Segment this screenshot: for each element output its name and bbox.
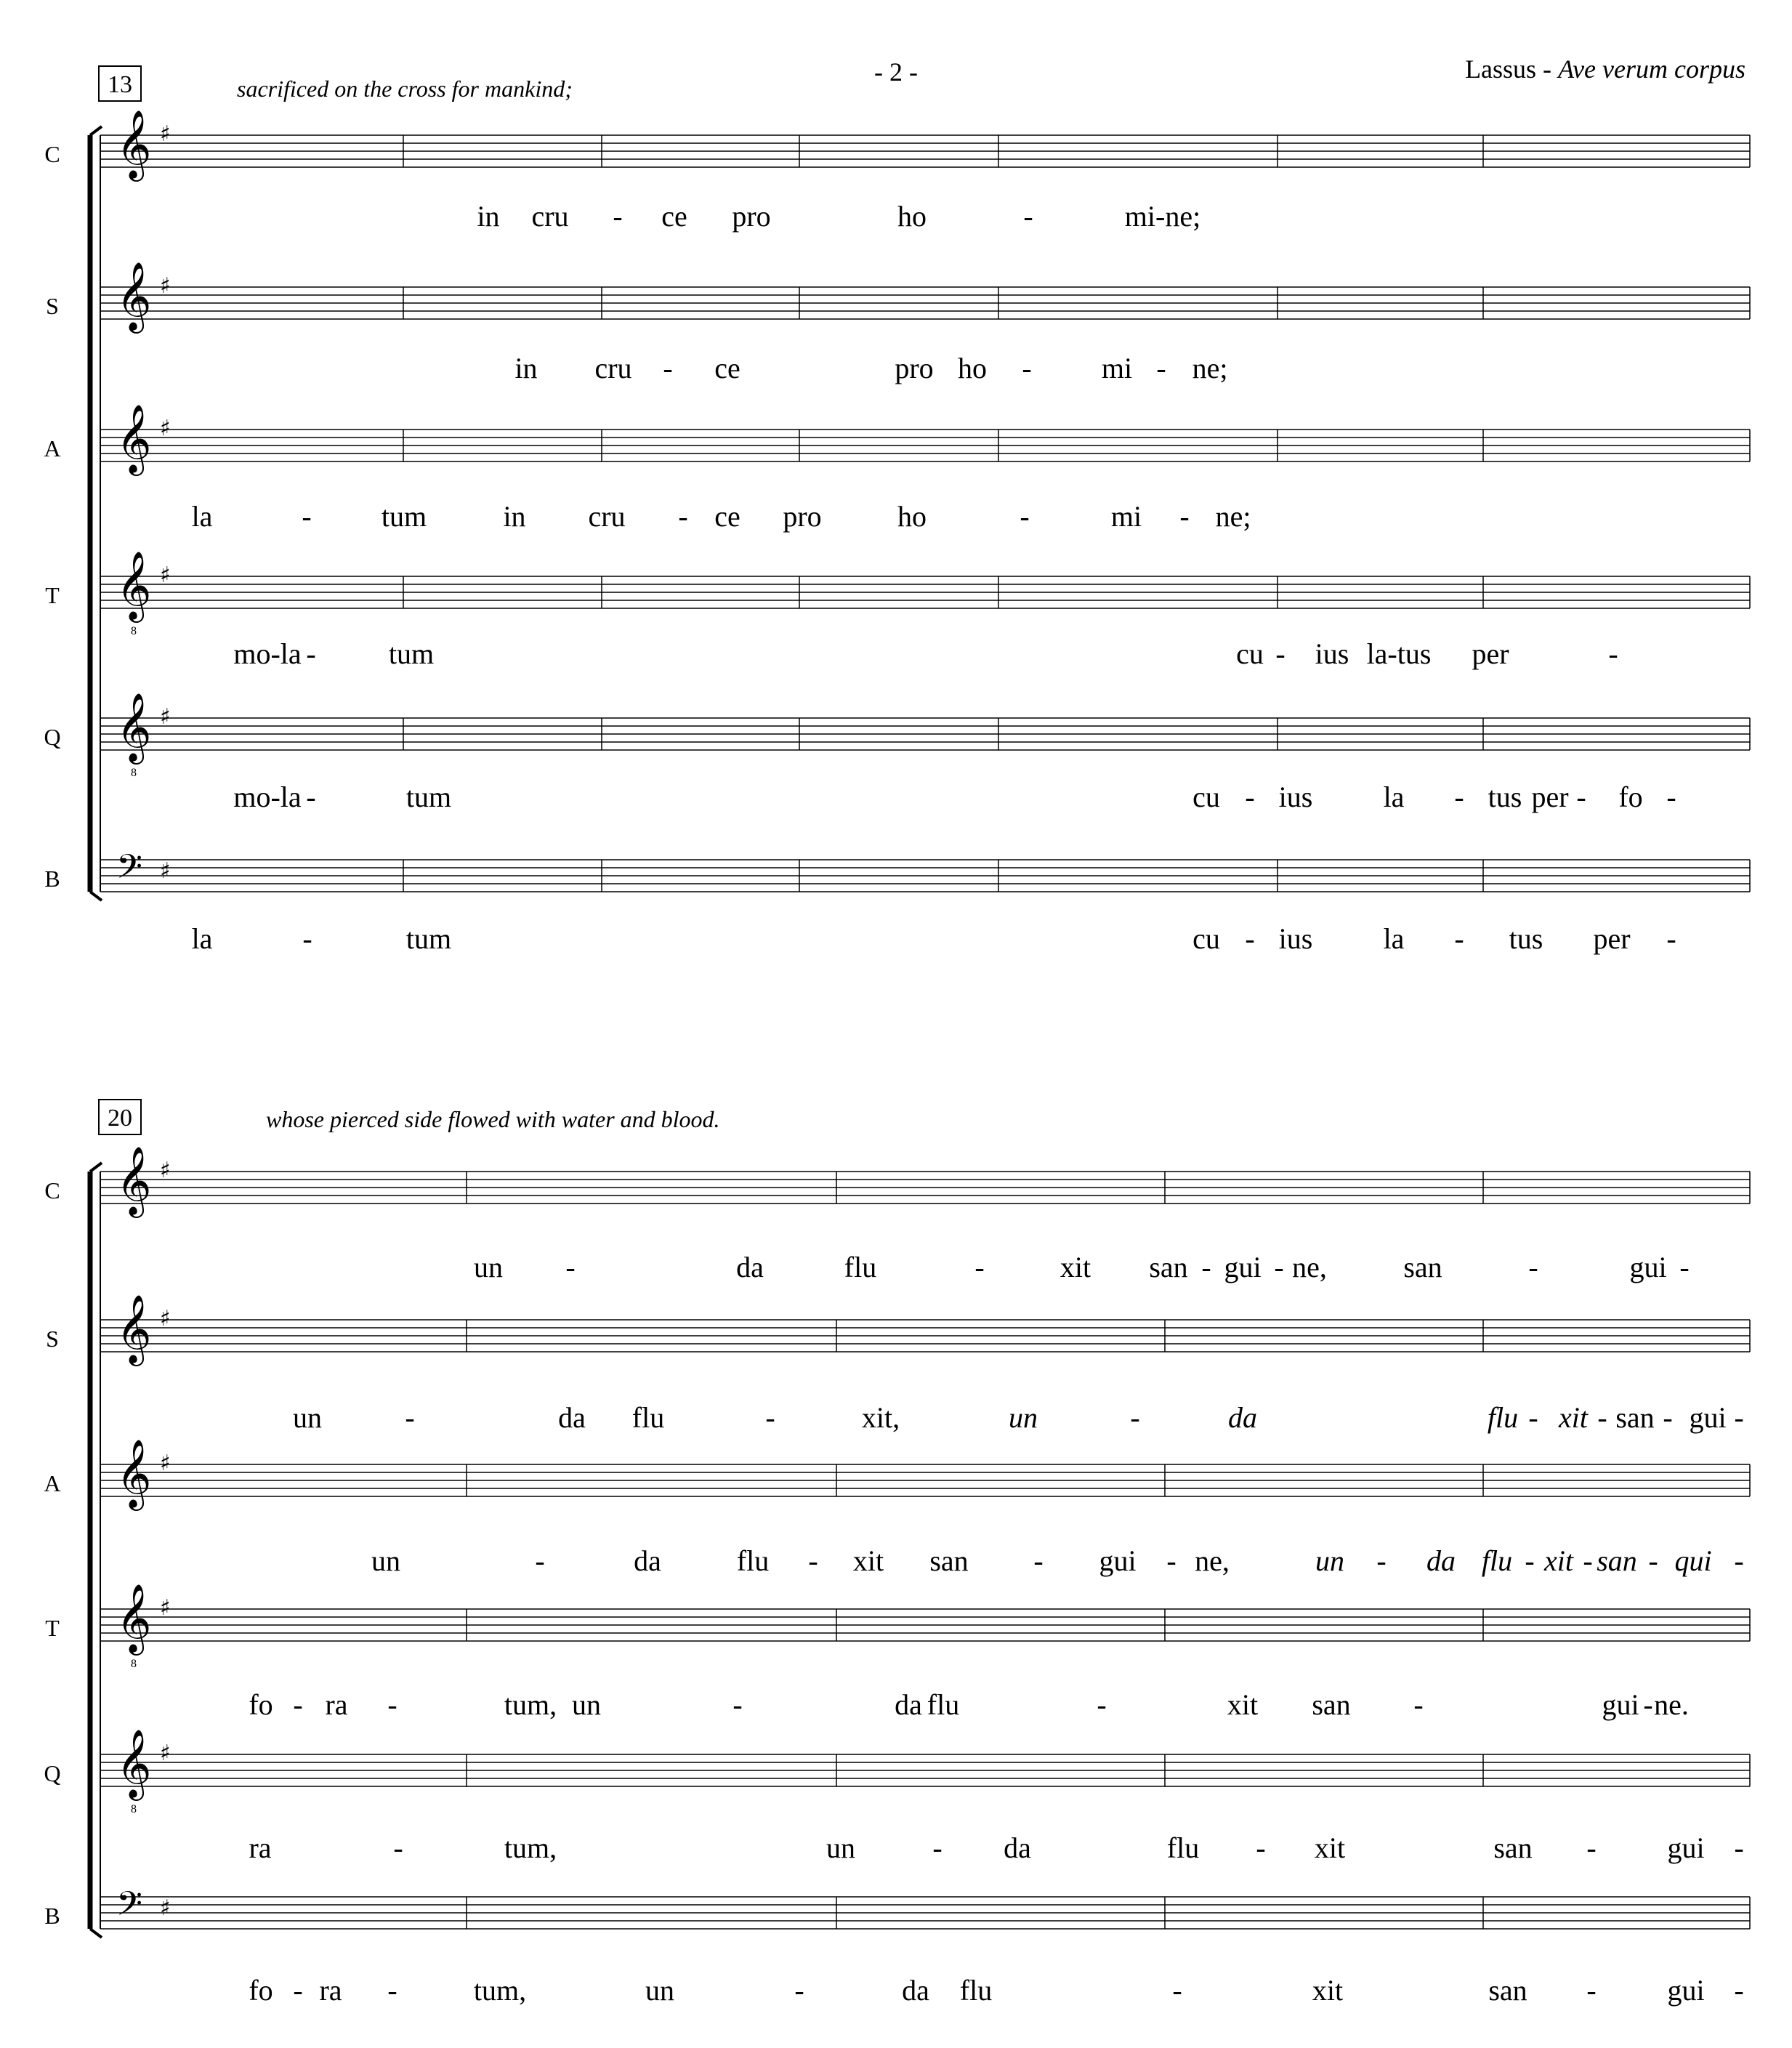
voice-label: A <box>44 1470 61 1496</box>
lyric-syllable: mo-la <box>233 781 302 813</box>
lyric-syllable: tus <box>1488 781 1522 813</box>
lyric-syllable: xit <box>1314 1831 1346 1864</box>
lyric-syllable: cru <box>531 200 569 233</box>
lyric-syllable: mo-la <box>233 637 302 670</box>
octave-marker: 8 <box>131 625 137 637</box>
lyric-syllable: - <box>1454 922 1464 955</box>
lyric-syllable: - <box>1245 922 1255 955</box>
lyric-syllable: flu <box>1487 1401 1519 1434</box>
lyric-syllable: san <box>1149 1251 1188 1283</box>
lyric-syllable: san <box>1403 1251 1442 1283</box>
lyric-syllable: - <box>1608 637 1618 670</box>
sharp-key-signature-icon: ♯ <box>160 416 171 441</box>
bass-clef-icon: 𝄢 <box>116 847 143 895</box>
lyric-syllable: tum, <box>504 1831 557 1864</box>
sharp-key-signature-icon: ♯ <box>160 1451 171 1476</box>
lyric-syllable: per <box>1531 781 1569 813</box>
voice-label: B <box>44 866 60 892</box>
lyric-syllable: da <box>1004 1831 1031 1864</box>
lyric-syllable: - <box>1583 1544 1593 1577</box>
lyric-syllable: flu <box>1166 1831 1200 1864</box>
lyric-syllable: ne, <box>1292 1251 1327 1283</box>
lyric-syllable: san <box>1597 1544 1637 1577</box>
lyric-syllable: - <box>765 1401 775 1434</box>
lyric-syllable: per <box>1472 637 1509 670</box>
lyric-syllable: - <box>535 1544 545 1577</box>
lyric-syllable: tum <box>381 500 427 533</box>
lyric-syllable: san <box>1312 1688 1351 1721</box>
lyric-syllable: un <box>371 1544 400 1577</box>
lyric-syllable: - <box>1156 352 1166 384</box>
lyric-syllable: - <box>1734 1974 1744 2007</box>
treble-clef-icon: 𝄞 <box>116 262 152 331</box>
lyric-syllable: in <box>477 200 500 233</box>
lyric-syllable: gui <box>1667 1974 1705 2007</box>
lyric-syllable: - <box>1666 922 1676 955</box>
bracket-hook <box>90 1929 102 1938</box>
lyric-syllable: gui <box>1667 1831 1705 1864</box>
lyric-syllable: fo <box>249 1974 273 2007</box>
lyric-syllable: ne, <box>1195 1544 1230 1577</box>
lyric-syllable: - <box>613 200 623 233</box>
lyric-syllable: in <box>514 352 538 384</box>
lyric-syllable: in <box>503 500 526 533</box>
lyric-syllable: xit <box>1559 1401 1588 1434</box>
lyric-syllable: xit <box>1544 1544 1573 1577</box>
lyric-syllable: flu <box>1481 1544 1513 1577</box>
lyric-syllable: per <box>1593 922 1631 955</box>
lyric-syllable: ho <box>897 200 927 233</box>
lyric-syllable: un <box>826 1831 855 1864</box>
lyric-syllable: un <box>572 1688 601 1721</box>
lyric-syllable: fo <box>1618 781 1643 813</box>
lyric-syllable: - <box>932 1831 943 1864</box>
voice-label: T <box>45 1615 60 1641</box>
treble-clef-icon: 𝄞 <box>116 1439 152 1508</box>
lyric-syllable: - <box>1097 1688 1107 1721</box>
lyric-syllable: - <box>387 1974 397 2007</box>
lyric-syllable: - <box>293 1974 303 2007</box>
lyric-syllable: da <box>558 1401 586 1434</box>
lyric-syllable: un <box>1009 1401 1038 1434</box>
bracket-hook <box>90 126 102 135</box>
lyric-syllable: - <box>1020 500 1030 533</box>
lyric-syllable: pro <box>783 500 822 533</box>
lyric-syllable: - <box>1130 1401 1140 1434</box>
lyric-syllable: ne; <box>1215 500 1251 533</box>
lyric-syllable: da <box>736 1251 764 1283</box>
lyric-syllable: - <box>293 1688 303 1721</box>
voice-label: T <box>45 582 60 608</box>
lyric-syllable: flu <box>844 1251 877 1283</box>
lyric-syllable: ne. <box>1654 1688 1689 1721</box>
lyric-syllable: - <box>1648 1544 1658 1577</box>
lyric-syllable: cu <box>1192 781 1220 813</box>
lyric-syllable: cru <box>588 500 626 533</box>
treble-clef-icon: 𝄞 <box>116 404 152 473</box>
treble-clef-icon: 𝄞 <box>116 1729 152 1798</box>
lyric-syllable: - <box>302 500 312 533</box>
lyric-syllable: la-tus <box>1366 637 1432 670</box>
sharp-key-signature-icon: ♯ <box>160 704 171 730</box>
lyric-syllable: flu <box>927 1688 960 1721</box>
lyric-syllable: san <box>1615 1401 1655 1434</box>
lyric-syllable: - <box>794 1974 804 2007</box>
octave-marker: 8 <box>131 1658 137 1670</box>
lyric-syllable: un <box>474 1251 503 1283</box>
lyric-syllable: - <box>678 500 688 533</box>
lyric-syllable: mi <box>1101 352 1133 384</box>
lyric-syllable: - <box>1022 352 1032 384</box>
composer-name: Lassus - <box>1465 55 1559 84</box>
lyric-syllable: - <box>1734 1401 1744 1434</box>
treble-clef-icon: 𝄞 <box>116 551 152 620</box>
lyric-syllable: gui <box>1224 1251 1262 1283</box>
lyric-syllable: ne; <box>1192 352 1228 384</box>
voice-label: Q <box>44 1760 61 1786</box>
octave-marker: 8 <box>131 1803 137 1815</box>
lyric-syllable: - <box>1734 1831 1744 1864</box>
lyric-syllable: ius <box>1278 922 1313 955</box>
lyric-syllable: tus <box>1509 922 1543 955</box>
lyric-syllable: tum <box>388 637 435 670</box>
lyric-syllable: - <box>1586 1831 1597 1864</box>
lyric-syllable: ra <box>249 1831 272 1864</box>
lyric-syllable: - <box>1525 1544 1535 1577</box>
lyric-syllable: - <box>1734 1544 1744 1577</box>
lyric-syllable: ius <box>1278 781 1313 813</box>
lyric-syllable: san <box>929 1544 969 1577</box>
lyric-syllable: da <box>895 1688 922 1721</box>
lyric-syllable: cru <box>594 352 632 384</box>
lyric-syllable: - <box>1643 1688 1653 1721</box>
piece-title: Ave verum corpus <box>1558 55 1745 84</box>
lyric-syllable: - <box>974 1251 985 1283</box>
lyric-syllable: - <box>1586 1974 1597 2007</box>
lyric-syllable: - <box>306 637 316 670</box>
lyric-syllable: la <box>1383 781 1405 813</box>
lyric-syllable: - <box>1679 1251 1690 1283</box>
sharp-key-signature-icon: ♯ <box>160 1306 171 1331</box>
voice-label: A <box>44 435 61 461</box>
page-number: - 2 - <box>874 57 918 86</box>
lyric-syllable: un <box>293 1401 322 1434</box>
lyric-syllable: xit, <box>861 1401 900 1434</box>
lyric-syllable: flu <box>959 1974 993 2007</box>
lyric-syllable: tum <box>405 922 452 955</box>
lyric-syllable: - <box>1033 1544 1044 1577</box>
lyric-syllable: flu <box>631 1401 665 1434</box>
lyric-syllable: pro <box>732 200 771 233</box>
lyric-syllable: la <box>1383 922 1405 955</box>
lyric-syllable: xit <box>1227 1688 1259 1721</box>
sharp-key-signature-icon: ♯ <box>160 858 171 884</box>
lyric-syllable: - <box>1201 1251 1211 1283</box>
sharp-key-signature-icon: ♯ <box>160 1741 171 1766</box>
bass-clef-icon: 𝄢 <box>116 1884 143 1932</box>
lyric-syllable: - <box>1275 637 1286 670</box>
lyric-syllable: qui <box>1674 1544 1712 1577</box>
lyric-syllable: xit <box>852 1544 884 1577</box>
lyric-syllable: da <box>634 1544 661 1577</box>
lyric-syllable: un <box>645 1974 674 2007</box>
lyric-syllable: - <box>565 1251 576 1283</box>
lyric-syllable: cu <box>1236 637 1264 670</box>
voice-label: C <box>44 1177 60 1204</box>
lyric-syllable: gui <box>1629 1251 1667 1283</box>
sharp-key-signature-icon: ♯ <box>160 1158 171 1183</box>
system-caption: sacrificed on the cross for mankind; <box>237 76 573 102</box>
lyric-syllable: ce <box>714 352 740 384</box>
measure-number-box: 20 <box>98 1099 142 1135</box>
lyric-syllable: ho <box>958 352 987 384</box>
lyric-syllable: - <box>1528 1401 1538 1434</box>
bracket-hook <box>90 892 102 900</box>
sharp-key-signature-icon: ♯ <box>160 1595 171 1621</box>
lyric-syllable: - <box>1256 1831 1266 1864</box>
lyric-syllable: da <box>902 1974 929 2007</box>
lyric-syllable: tum, <box>473 1974 527 2007</box>
lyric-syllable: cu <box>1192 922 1220 955</box>
lyric-syllable: da <box>1228 1401 1257 1434</box>
voice-label: C <box>44 141 60 167</box>
lyric-syllable: tum, <box>504 1688 557 1721</box>
lyric-syllable: ra <box>325 1688 348 1721</box>
lyric-syllable: - <box>1528 1251 1538 1283</box>
lyric-syllable: la <box>191 922 213 955</box>
voice-label: B <box>44 1903 60 1929</box>
lyric-syllable: - <box>1666 781 1676 813</box>
lyric-syllable: - <box>393 1831 403 1864</box>
treble-clef-icon: 𝄞 <box>116 1584 152 1653</box>
lyric-syllable: - <box>808 1544 818 1577</box>
lyric-syllable: mi <box>1110 500 1142 533</box>
system-caption: whose pierced side flowed with water and blood. <box>266 1106 720 1132</box>
lyric-syllable: - <box>302 922 312 955</box>
lyric-syllable: - <box>1597 1401 1607 1434</box>
lyric-syllable: gui <box>1689 1401 1727 1434</box>
lyric-syllable: - <box>387 1688 397 1721</box>
voice-label: S <box>46 293 59 319</box>
lyric-syllable: - <box>1023 200 1033 233</box>
sharp-key-signature-icon: ♯ <box>160 121 171 147</box>
lyric-syllable: ce <box>714 500 740 533</box>
lyric-syllable: ra <box>319 1974 342 2007</box>
lyric-syllable: - <box>1663 1401 1673 1434</box>
lyric-syllable: gui <box>1602 1688 1639 1721</box>
lyric-syllable: ce <box>661 200 687 233</box>
lyric-syllable: san <box>1493 1831 1533 1864</box>
treble-clef-icon: 𝄞 <box>116 110 152 179</box>
treble-clef-icon: 𝄞 <box>116 1146 152 1215</box>
sharp-key-signature-icon: ♯ <box>160 563 171 588</box>
lyric-syllable: - <box>1179 500 1190 533</box>
lyric-syllable: xit <box>1060 1251 1091 1283</box>
lyric-syllable: - <box>663 352 673 384</box>
lyric-syllable: - <box>1576 781 1586 813</box>
lyric-syllable: - <box>1454 781 1464 813</box>
lyric-syllable: mi-ne; <box>1124 200 1201 233</box>
lyric-syllable: - <box>306 781 316 813</box>
lyric-syllable: da <box>1426 1544 1456 1577</box>
lyric-syllable: - <box>1413 1688 1424 1721</box>
voice-label: Q <box>44 724 61 750</box>
lyric-syllable: - <box>1172 1974 1182 2007</box>
treble-clef-icon: 𝄞 <box>116 1294 152 1363</box>
voice-label: S <box>46 1326 59 1352</box>
lyric-syllable: pro <box>895 352 934 384</box>
lyric-syllable: - <box>405 1401 415 1434</box>
lyric-syllable: - <box>1245 781 1255 813</box>
lyric-syllable: flu <box>736 1544 770 1577</box>
lyric-syllable: - <box>1376 1544 1387 1577</box>
bracket-hook <box>90 1163 102 1172</box>
lyric-syllable: la <box>191 500 213 533</box>
sharp-key-signature-icon: ♯ <box>160 1895 171 1921</box>
lyric-syllable: - <box>1166 1544 1176 1577</box>
lyric-syllable: - <box>1274 1251 1284 1283</box>
lyric-syllable: tum <box>405 781 452 813</box>
lyric-syllable: san <box>1488 1974 1527 2007</box>
treble-clef-icon: 𝄞 <box>116 693 152 762</box>
lyric-syllable: ius <box>1315 637 1349 670</box>
lyric-syllable: - <box>732 1688 743 1721</box>
lyric-syllable: gui <box>1099 1544 1137 1577</box>
lyric-syllable: un <box>1315 1544 1344 1577</box>
sharp-key-signature-icon: ♯ <box>160 273 171 299</box>
octave-marker: 8 <box>131 767 137 779</box>
measure-number-box: 13 <box>98 65 142 102</box>
lyric-syllable: fo <box>249 1688 273 1721</box>
lyric-syllable: xit <box>1312 1974 1344 2007</box>
lyric-syllable: ho <box>897 500 927 533</box>
